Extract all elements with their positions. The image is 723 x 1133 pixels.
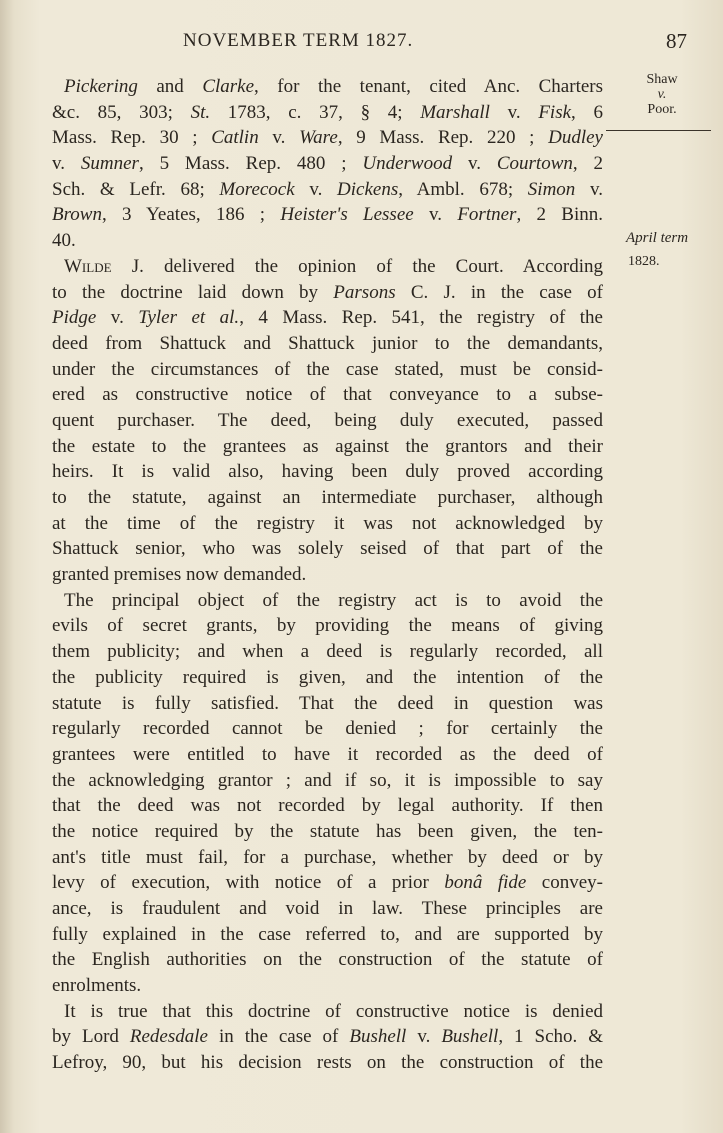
italic-citation: Bushell <box>349 1026 407 1048</box>
text-line <box>52 973 603 999</box>
italic-citation: Marshall <box>420 101 490 123</box>
text-segment: statute is fully satisfied. That the deed in question was <box>52 692 603 714</box>
text-segment: v. <box>452 153 497 175</box>
text-segment: Shattuck senior, who was solely seised of that part of the <box>52 538 603 560</box>
margin-case-top: Shaw <box>646 72 678 87</box>
text-segment: Sch. & Lefr. 68; <box>52 178 220 200</box>
italic-citation: Brown <box>52 204 102 226</box>
italic-citation: Parsons <box>333 281 396 303</box>
text-segment: grantees were entitled to have it recorded as the deed of <box>52 743 603 765</box>
text-segment: , 6 <box>571 101 603 123</box>
italic-citation: Clarke <box>202 76 255 97</box>
text-segment: ered as constructive notice of that conveyance to a subse- <box>52 384 603 406</box>
text-segment: that the deed was not recorded by legal authority. If then <box>52 795 603 817</box>
text-segment: 1783, c. 37, § 4; <box>210 101 421 123</box>
text-segment: v. <box>406 1026 442 1048</box>
text-segment: the English authorities on the construction of the statute of <box>52 949 603 971</box>
text-line <box>52 870 603 896</box>
text-segment: J. delivered the opinion of the Court. According <box>111 255 603 277</box>
running-title: NOVEMBER TERM 1827. <box>183 30 414 51</box>
margin-rule <box>606 130 711 131</box>
text-segment: enrolments. <box>52 975 142 997</box>
text-segment: The principal object of the registry act is to avoid the <box>64 589 603 611</box>
page-header <box>0 30 723 56</box>
text-segment: , 2 Binn. <box>516 204 603 226</box>
text-segment: evils of secret grants, by providing the means of giving <box>52 615 603 637</box>
text-line <box>52 588 603 614</box>
text-segment: levy of execution, with notice of a prior <box>52 872 445 894</box>
text-line <box>52 511 603 537</box>
text-line <box>52 151 603 177</box>
text-line <box>52 254 603 280</box>
text-line <box>52 793 603 819</box>
text-line <box>52 665 603 691</box>
italic-citation: Courtown <box>496 153 573 175</box>
text-segment: v. <box>96 307 139 329</box>
text-segment: the notice required by the statute has been given, the ten- <box>52 820 603 842</box>
italic-citation: Tyler et al. <box>138 307 240 329</box>
text-segment: by Lord <box>52 1026 130 1048</box>
italic-citation: Pidge <box>52 307 97 329</box>
text-segment: convey- <box>526 872 603 894</box>
margin-case-bottom: Poor. <box>647 102 677 117</box>
italic-citation: Underwood <box>362 153 453 175</box>
text-segment: , 3 Yeates, 186 ; <box>101 204 281 226</box>
text-segment: v. <box>294 178 338 200</box>
italic-citation: Sumner <box>80 153 139 175</box>
text-line <box>52 1050 603 1076</box>
italic-citation: Fortner <box>457 204 517 226</box>
italic-citation: Bushell <box>441 1026 499 1048</box>
margin-term: April term <box>626 230 689 246</box>
italic-citation: Pickering <box>64 76 138 97</box>
text-line <box>52 485 603 511</box>
text-line <box>52 434 603 460</box>
text-segment: regularly recorded cannot be denied ; for certainly the <box>52 718 603 740</box>
text-line <box>52 742 603 768</box>
text-segment: , for the tenant, cited Anc. Charters <box>254 76 603 97</box>
text-line <box>52 716 603 742</box>
body-text <box>52 74 603 1076</box>
italic-citation: Dudley <box>548 127 603 149</box>
text-segment: 40. <box>52 230 76 252</box>
text-line <box>52 202 603 228</box>
text-segment: ance, is fraudulent and void in law. These principles are <box>52 898 603 919</box>
text-segment: the estate to the grantees as against the grantors and their <box>52 435 603 457</box>
text-segment: , 1 Scho. & <box>498 1026 603 1048</box>
italic-citation: Heister's Lessee <box>280 204 414 226</box>
text-line <box>52 331 603 357</box>
text-line <box>52 408 603 434</box>
text-segment: v. <box>258 127 300 149</box>
text-line <box>52 100 603 126</box>
text-line <box>52 999 603 1025</box>
text-segment: v. <box>575 178 603 200</box>
italic-citation: bonâ fide <box>444 872 527 894</box>
text-line <box>52 177 603 203</box>
text-line <box>52 536 603 562</box>
text-segment: deed from Shattuck and Shattuck junior to the demandants, <box>52 332 603 354</box>
text-line <box>52 228 603 254</box>
text-segment: in the case of <box>207 1026 350 1048</box>
margin-case-v: v. <box>657 87 667 102</box>
text-segment: to the statute, against an intermediate purchaser, although <box>52 487 603 508</box>
text-line <box>52 691 603 717</box>
text-line <box>52 768 603 794</box>
text-segment: It is true that this doctrine of constructive notice is denied <box>64 1000 603 1022</box>
text-segment: , 5 Mass. Rep. 480 ; <box>138 153 363 175</box>
text-line <box>52 125 603 151</box>
text-segment: quent purchaser. The deed, being duly executed, passed <box>52 409 603 431</box>
text-segment: under the circumstances of the case stated, must be consid- <box>52 358 603 380</box>
italic-citation: Morecock <box>219 178 295 200</box>
italic-citation: St. <box>190 101 211 123</box>
text-segment: , 2 <box>572 153 603 175</box>
text-line <box>52 1024 603 1050</box>
text-segment: to the doctrine laid down by <box>52 281 334 303</box>
italic-citation: Dickens <box>337 178 399 200</box>
text-segment: Wilde <box>64 255 112 277</box>
text-segment: Mass. Rep. 30 ; <box>52 127 212 149</box>
text-segment: , 4 Mass. Rep. 541, the registry of the <box>239 307 603 329</box>
text-segment: , 9 Mass. Rep. 220 ; <box>337 127 549 149</box>
text-line <box>52 562 603 588</box>
text-line <box>52 305 603 331</box>
text-segment: at the time of the registry it was not acknowledged by <box>52 512 603 534</box>
italic-citation: Simon <box>527 178 576 200</box>
text-line <box>52 845 603 871</box>
italic-citation: Fisk <box>538 101 572 123</box>
italic-citation: Ware <box>299 127 338 149</box>
text-line <box>52 74 603 100</box>
text-segment: heirs. It is valid also, having been duly proved according <box>52 461 603 483</box>
text-segment: granted premises now demanded. <box>52 564 307 586</box>
italic-citation: Redesdale <box>129 1026 208 1048</box>
text-segment: &c. 85, 303; <box>52 101 191 123</box>
text-line <box>52 922 603 948</box>
text-line <box>52 459 603 485</box>
italic-citation: Catlin <box>211 127 259 149</box>
text-segment: v. <box>413 204 458 226</box>
text-line <box>52 947 603 973</box>
text-line <box>52 280 603 306</box>
text-segment: v. <box>52 153 81 175</box>
text-segment: v. <box>489 101 539 123</box>
margin-year: 1828. <box>628 254 660 269</box>
text-segment: and <box>137 76 203 97</box>
text-line <box>52 896 603 922</box>
text-line <box>52 613 603 639</box>
page-number: 87 <box>666 29 687 53</box>
text-segment: the publicity required is given, and the intention of the <box>52 666 603 688</box>
text-segment: them publicity; and when a deed is regularly recorded, all <box>52 641 603 663</box>
text-line <box>52 639 603 665</box>
text-segment: fully explained in the case referred to, and are supported by <box>52 923 603 945</box>
text-segment: C. J. in the case of <box>395 281 603 303</box>
text-segment: , Ambl. 678; <box>398 178 528 200</box>
text-segment: Lefroy, 90, but his decision rests on the construction of the <box>52 1052 603 1074</box>
text-line <box>52 357 603 383</box>
text-segment: the acknowledging grantor ; and if so, it is impossible to say <box>52 769 603 791</box>
margin-case-name <box>612 72 712 117</box>
text-line <box>52 819 603 845</box>
text-line <box>52 382 603 408</box>
text-segment: ant's title must fail, for a purchase, whether by deed or by <box>52 846 603 868</box>
